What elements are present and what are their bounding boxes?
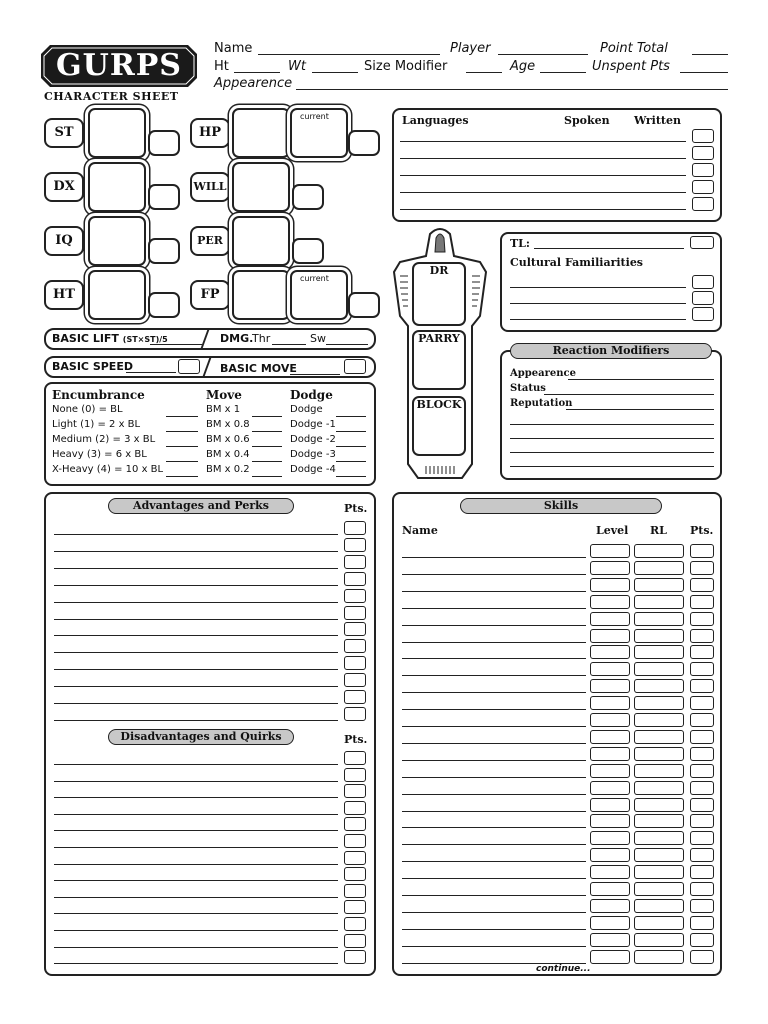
sw-label: Sw [310, 332, 326, 345]
skill-level-box[interactable] [590, 882, 630, 896]
disadvantage-pts-box[interactable] [344, 834, 366, 848]
written-header: Written [634, 114, 681, 127]
disadvantage-pts-box[interactable] [344, 784, 366, 798]
skill-level-box[interactable] [590, 764, 630, 778]
reaction-reputation-field[interactable] [566, 409, 714, 410]
skill-pts-box[interactable] [690, 713, 714, 727]
reaction-reputation-label: Reputation [510, 398, 573, 409]
enc-move: BM x 0.4 [206, 449, 250, 460]
enc-weight-field[interactable] [166, 476, 198, 477]
skills-continue: continue... [536, 964, 591, 974]
advantage-pts-box[interactable] [344, 521, 366, 535]
disadvantage-pts-box[interactable] [344, 884, 366, 898]
disadvantage-pts-box[interactable] [344, 950, 366, 964]
age-label: Age [510, 59, 536, 74]
disadvantage-field[interactable] [54, 930, 338, 931]
thr-field[interactable] [272, 344, 306, 345]
skill-name-field[interactable] [402, 557, 586, 558]
ht-cost-box[interactable] [148, 292, 180, 318]
advantage-field[interactable] [54, 720, 338, 721]
skill-rl-box[interactable] [634, 798, 684, 812]
familiarity-field[interactable] [510, 303, 686, 304]
skill-rl-box[interactable] [634, 612, 684, 626]
skills-level-header: Level [596, 524, 629, 537]
iq-tag: IQ [44, 226, 84, 256]
hp-box[interactable] [232, 108, 290, 158]
enc-weight-field[interactable] [166, 446, 198, 447]
enc-weight-field[interactable] [166, 461, 198, 462]
enc-move: BM x 0.6 [206, 434, 250, 445]
skill-pts-box[interactable] [690, 662, 714, 676]
hp-cost-box[interactable] [348, 130, 380, 156]
st-tag: ST [44, 118, 84, 148]
enc-move-field[interactable] [252, 461, 282, 462]
dodge-header: Dodge [290, 388, 333, 402]
skill-rl-box[interactable] [634, 831, 684, 845]
skill-rl-box[interactable] [634, 764, 684, 778]
enc-move-field[interactable] [252, 446, 282, 447]
st-cost-box[interactable] [148, 130, 180, 156]
language-cost-box[interactable] [692, 163, 714, 177]
per-box[interactable] [232, 216, 290, 266]
disadvantage-pts-box[interactable] [344, 851, 366, 865]
skill-rl-box[interactable] [634, 544, 684, 558]
thr-label: Thr [252, 332, 271, 345]
skill-level-box[interactable] [590, 561, 630, 575]
skill-rl-box[interactable] [634, 916, 684, 930]
advantage-pts-box[interactable] [344, 589, 366, 603]
logo-subtitle: CHARACTER SHEET [44, 90, 179, 103]
skill-level-box[interactable] [590, 662, 630, 676]
disadvantage-field[interactable] [54, 913, 338, 914]
skill-rl-box[interactable] [634, 595, 684, 609]
skill-pts-box[interactable] [690, 916, 714, 930]
skill-name-field[interactable] [402, 760, 586, 761]
ht-box[interactable] [88, 270, 146, 320]
skill-level-box[interactable] [590, 595, 630, 609]
skill-rl-box[interactable] [634, 561, 684, 575]
skill-level-box[interactable] [590, 831, 630, 845]
advantage-field[interactable] [54, 534, 338, 535]
skill-name-field[interactable] [402, 743, 586, 744]
reaction-extra-field[interactable] [510, 466, 714, 467]
size-modifier-label: Size Modifier [364, 59, 448, 74]
disadvantage-field[interactable] [54, 880, 338, 881]
skill-level-box[interactable] [590, 713, 630, 727]
advantage-pts-box[interactable] [344, 673, 366, 687]
language-field[interactable] [400, 141, 686, 142]
skills-pts-header: Pts. [690, 524, 714, 537]
dx-cost-box[interactable] [148, 184, 180, 210]
advantage-pts-box[interactable] [344, 656, 366, 670]
skill-name-field[interactable] [402, 946, 586, 947]
skill-name-field[interactable] [402, 794, 586, 795]
skill-rl-box[interactable] [634, 882, 684, 896]
enc-dodge-field[interactable] [336, 416, 366, 417]
basic-move-field[interactable] [290, 374, 340, 375]
enc-weight-field[interactable] [166, 431, 198, 432]
tl-label: TL: [510, 237, 530, 250]
basic-move-cost-box[interactable] [344, 359, 366, 374]
skill-rl-box[interactable] [634, 814, 684, 828]
skill-pts-box[interactable] [690, 899, 714, 913]
skill-level-box[interactable] [590, 679, 630, 693]
skill-level-box[interactable] [590, 798, 630, 812]
basic-speed-label: BASIC SPEED [52, 360, 133, 373]
skill-name-field[interactable] [402, 658, 586, 659]
hp-current-label: current [300, 112, 329, 121]
enc-dodge: Dodge -2 [290, 434, 336, 445]
advantages-pts-header: Pts. [344, 502, 368, 515]
skill-name-field[interactable] [402, 608, 586, 609]
skill-name-field[interactable] [402, 726, 586, 727]
language-cost-box[interactable] [692, 180, 714, 194]
appearance-label: Appearence [214, 76, 293, 91]
logo-brand: GURPS [56, 48, 182, 83]
skill-level-box[interactable] [590, 544, 630, 558]
fp-current-label: current [300, 274, 329, 283]
disadvantage-field[interactable] [54, 847, 338, 848]
familiarity-field[interactable] [510, 319, 686, 320]
skill-rl-box[interactable] [634, 848, 684, 862]
language-cost-box[interactable] [692, 197, 714, 211]
skill-rl-box[interactable] [634, 629, 684, 643]
familiarity-cost-box[interactable] [692, 291, 714, 305]
gurps-logo [40, 44, 198, 88]
skill-name-field[interactable] [402, 709, 586, 710]
per-cost-box[interactable] [292, 238, 324, 264]
skill-pts-box[interactable] [690, 814, 714, 828]
skill-level-box[interactable] [590, 865, 630, 879]
skill-name-field[interactable] [402, 574, 586, 575]
basic-lift-label: BASIC LIFT (ST×ST)/5 [52, 332, 168, 345]
enc-level: Medium (2) = 3 x BL [52, 434, 156, 445]
disadvantage-pts-box[interactable] [344, 817, 366, 831]
will-box[interactable] [232, 162, 290, 212]
skill-name-field[interactable] [402, 692, 586, 693]
enc-dodge: Dodge -1 [290, 419, 336, 430]
enc-level: X-Heavy (4) = 10 x BL [52, 464, 164, 475]
enc-dodge-field[interactable] [336, 446, 366, 447]
skill-level-box[interactable] [590, 730, 630, 744]
skills-rl-header: RL [650, 524, 667, 537]
name-field[interactable] [258, 54, 440, 55]
point-total-field[interactable] [692, 54, 728, 55]
skill-rl-box[interactable] [634, 578, 684, 592]
skill-pts-box[interactable] [690, 612, 714, 626]
enc-move: BM x 1 [206, 404, 241, 415]
skill-name-field[interactable] [402, 642, 586, 643]
skill-pts-box[interactable] [690, 865, 714, 879]
enc-move: BM x 0.8 [206, 419, 250, 430]
advantage-field[interactable] [54, 585, 338, 586]
disadvantage-pts-box[interactable] [344, 900, 366, 914]
advantage-field[interactable] [54, 686, 338, 687]
reaction-extra-field[interactable] [510, 424, 714, 425]
skill-level-box[interactable] [590, 916, 630, 930]
skill-name-field[interactable] [402, 827, 586, 828]
will-cost-box[interactable] [292, 184, 324, 210]
language-field[interactable] [400, 158, 686, 159]
skill-pts-box[interactable] [690, 561, 714, 575]
disadvantage-field[interactable] [54, 830, 338, 831]
disadvantage-pts-box[interactable] [344, 867, 366, 881]
advantage-field[interactable] [54, 568, 338, 569]
sw-field[interactable] [326, 344, 368, 345]
skill-rl-box[interactable] [634, 645, 684, 659]
advantage-pts-box[interactable] [344, 622, 366, 636]
ht-label: Ht [214, 59, 229, 74]
skill-level-box[interactable] [590, 645, 630, 659]
language-field[interactable] [400, 175, 686, 176]
reaction-header: Reaction Modifiers [510, 343, 712, 359]
enc-dodge: Dodge [290, 404, 323, 415]
skill-level-box[interactable] [590, 814, 630, 828]
skill-name-field[interactable] [402, 591, 586, 592]
language-cost-box[interactable] [692, 146, 714, 160]
skill-pts-box[interactable] [690, 831, 714, 845]
basic-speed-cost-box[interactable] [178, 359, 200, 374]
skill-pts-box[interactable] [690, 578, 714, 592]
advantage-pts-box[interactable] [344, 555, 366, 569]
per-tag: PER [190, 226, 230, 256]
enc-move-field[interactable] [252, 416, 282, 417]
enc-level: Light (1) = 2 x BL [52, 419, 141, 430]
st-box[interactable] [88, 108, 146, 158]
iq-cost-box[interactable] [148, 238, 180, 264]
skill-level-box[interactable] [590, 612, 630, 626]
appearance-field[interactable] [296, 89, 728, 90]
skill-name-field[interactable] [402, 878, 586, 879]
skill-rl-box[interactable] [634, 899, 684, 913]
age-field[interactable] [540, 72, 586, 73]
skill-rl-box[interactable] [634, 950, 684, 964]
skill-rl-box[interactable] [634, 865, 684, 879]
advantages-header: Advantages and Perks [108, 498, 294, 514]
skill-rl-box[interactable] [634, 662, 684, 676]
basic-lift-field[interactable] [150, 344, 202, 345]
familiarity-field[interactable] [510, 287, 686, 288]
skills-name-header: Name [402, 524, 438, 537]
skill-pts-box[interactable] [690, 645, 714, 659]
spoken-header: Spoken [564, 114, 610, 127]
skill-name-field[interactable] [402, 844, 586, 845]
familiarity-cost-box[interactable] [692, 307, 714, 321]
skill-rl-box[interactable] [634, 713, 684, 727]
skill-pts-box[interactable] [690, 747, 714, 761]
skill-name-field[interactable] [402, 861, 586, 862]
skill-rl-box[interactable] [634, 730, 684, 744]
reaction-appearance-label: Appearence [510, 368, 576, 379]
disadvantage-field[interactable] [54, 814, 338, 815]
skill-level-box[interactable] [590, 747, 630, 761]
reaction-status-field[interactable] [544, 394, 714, 395]
languages-title: Languages [402, 114, 469, 127]
skill-level-box[interactable] [590, 696, 630, 710]
will-tag: WILL [190, 172, 230, 202]
encumbrance-header: Encumbrance [52, 388, 145, 402]
skill-rl-box[interactable] [634, 747, 684, 761]
disadvantage-field[interactable] [54, 764, 338, 765]
ht-tag: HT [44, 280, 84, 310]
disadvantage-field[interactable] [54, 797, 338, 798]
wt-label: Wt [288, 59, 306, 74]
reaction-status-label: Status [510, 383, 546, 394]
skill-name-field[interactable] [402, 912, 586, 913]
skill-pts-box[interactable] [690, 730, 714, 744]
unspent-label: Unspent Pts [592, 59, 670, 74]
skill-name-field[interactable] [402, 777, 586, 778]
skill-pts-box[interactable] [690, 764, 714, 778]
skill-level-box[interactable] [590, 629, 630, 643]
fp-cost-box[interactable] [348, 292, 380, 318]
disadvantage-pts-box[interactable] [344, 768, 366, 782]
advantage-field[interactable] [54, 635, 338, 636]
skill-rl-box[interactable] [634, 933, 684, 947]
enc-level: Heavy (3) = 6 x BL [52, 449, 147, 460]
skill-name-field[interactable] [402, 625, 586, 626]
skill-pts-box[interactable] [690, 629, 714, 643]
ht-field[interactable] [234, 72, 280, 73]
skill-level-box[interactable] [590, 933, 630, 947]
language-field[interactable] [400, 192, 686, 193]
disadvantages-header: Disadvantages and Quirks [108, 729, 294, 745]
basic-speed-field[interactable] [126, 372, 176, 373]
skill-name-field[interactable] [402, 895, 586, 896]
advantage-pts-box[interactable] [344, 707, 366, 721]
enc-weight-field[interactable] [166, 416, 198, 417]
skill-pts-box[interactable] [690, 848, 714, 862]
skills-header: Skills [460, 498, 662, 514]
skill-pts-box[interactable] [690, 950, 714, 964]
enc-dodge-field[interactable] [336, 476, 366, 477]
skill-pts-box[interactable] [690, 595, 714, 609]
enc-move-field[interactable] [252, 476, 282, 477]
skill-level-box[interactable] [590, 899, 630, 913]
wt-field[interactable] [312, 72, 358, 73]
disadvantage-field[interactable] [54, 781, 338, 782]
disadvantages-pts-header: Pts. [344, 733, 368, 746]
skill-name-field[interactable] [402, 811, 586, 812]
advantage-pts-box[interactable] [344, 690, 366, 704]
parry-label: PARRY [418, 332, 460, 345]
enc-level: None (0) = BL [52, 404, 123, 415]
skill-name-field[interactable] [402, 675, 586, 676]
enc-dodge: Dodge -3 [290, 449, 336, 460]
iq-box[interactable] [88, 216, 146, 266]
advantage-field[interactable] [54, 551, 338, 552]
skill-pts-box[interactable] [690, 882, 714, 896]
basic-move-label: BASIC MOVE [220, 362, 297, 375]
unspent-field[interactable] [680, 72, 728, 73]
enc-dodge-field[interactable] [336, 431, 366, 432]
disadvantage-pts-box[interactable] [344, 917, 366, 931]
enc-dodge: Dodge -4 [290, 464, 336, 475]
skill-rl-box[interactable] [634, 679, 684, 693]
skill-pts-box[interactable] [690, 696, 714, 710]
enc-dodge-field[interactable] [336, 461, 366, 462]
disadvantage-pts-box[interactable] [344, 801, 366, 815]
dmg-label: DMG. [220, 332, 254, 345]
disadvantage-field[interactable] [54, 947, 338, 948]
disadvantage-field[interactable] [54, 897, 338, 898]
player-field[interactable] [498, 54, 588, 55]
disadvantage-field[interactable] [54, 864, 338, 865]
block-box[interactable] [412, 396, 466, 456]
advantage-field[interactable] [54, 619, 338, 620]
reaction-appearance-field[interactable] [568, 379, 714, 380]
familiarities-label: Cultural Familiarities [510, 256, 644, 269]
advantage-pts-box[interactable] [344, 538, 366, 552]
dr-box[interactable] [412, 262, 466, 326]
skill-level-box[interactable] [590, 781, 630, 795]
skill-pts-box[interactable] [690, 781, 714, 795]
advantage-pts-box[interactable] [344, 639, 366, 653]
move-header: Move [206, 388, 242, 402]
language-field[interactable] [400, 209, 686, 210]
skill-level-box[interactable] [590, 950, 630, 964]
tl-field[interactable] [534, 248, 684, 249]
size-modifier-field[interactable] [466, 72, 502, 73]
block-label: BLOCK [416, 398, 462, 411]
fp-tag: FP [190, 280, 230, 310]
disadvantage-pts-box[interactable] [344, 751, 366, 765]
player-label: Player [450, 41, 491, 56]
culture-panel [500, 232, 722, 332]
familiarity-cost-box[interactable] [692, 275, 714, 289]
skill-pts-box[interactable] [690, 679, 714, 693]
skill-name-field[interactable] [402, 929, 586, 930]
point-total-label: Point Total [600, 41, 668, 56]
skill-pts-box[interactable] [690, 798, 714, 812]
name-label: Name [214, 41, 253, 56]
advantage-field[interactable] [54, 652, 338, 653]
dx-box[interactable] [88, 162, 146, 212]
dr-label: DR [429, 264, 449, 277]
skill-level-box[interactable] [590, 578, 630, 592]
skill-level-box[interactable] [590, 848, 630, 862]
language-cost-box[interactable] [692, 129, 714, 143]
skill-rl-box[interactable] [634, 696, 684, 710]
advantage-field[interactable] [54, 703, 338, 704]
fp-box[interactable] [232, 270, 290, 320]
dx-tag: DX [44, 172, 84, 202]
advantage-pts-box[interactable] [344, 606, 366, 620]
reaction-extra-field[interactable] [510, 452, 714, 453]
hp-tag: HP [190, 118, 230, 148]
skill-rl-box[interactable] [634, 781, 684, 795]
advantage-field[interactable] [54, 602, 338, 603]
tl-cost-box[interactable] [690, 236, 714, 249]
skill-pts-box[interactable] [690, 544, 714, 558]
enc-move: BM x 0.2 [206, 464, 250, 475]
advantage-pts-box[interactable] [344, 572, 366, 586]
advantage-field[interactable] [54, 669, 338, 670]
enc-move-field[interactable] [252, 431, 282, 432]
skill-pts-box[interactable] [690, 933, 714, 947]
disadvantage-pts-box[interactable] [344, 934, 366, 948]
disadvantage-field[interactable] [54, 963, 338, 964]
reaction-extra-field[interactable] [510, 438, 714, 439]
parry-box[interactable] [412, 330, 466, 390]
